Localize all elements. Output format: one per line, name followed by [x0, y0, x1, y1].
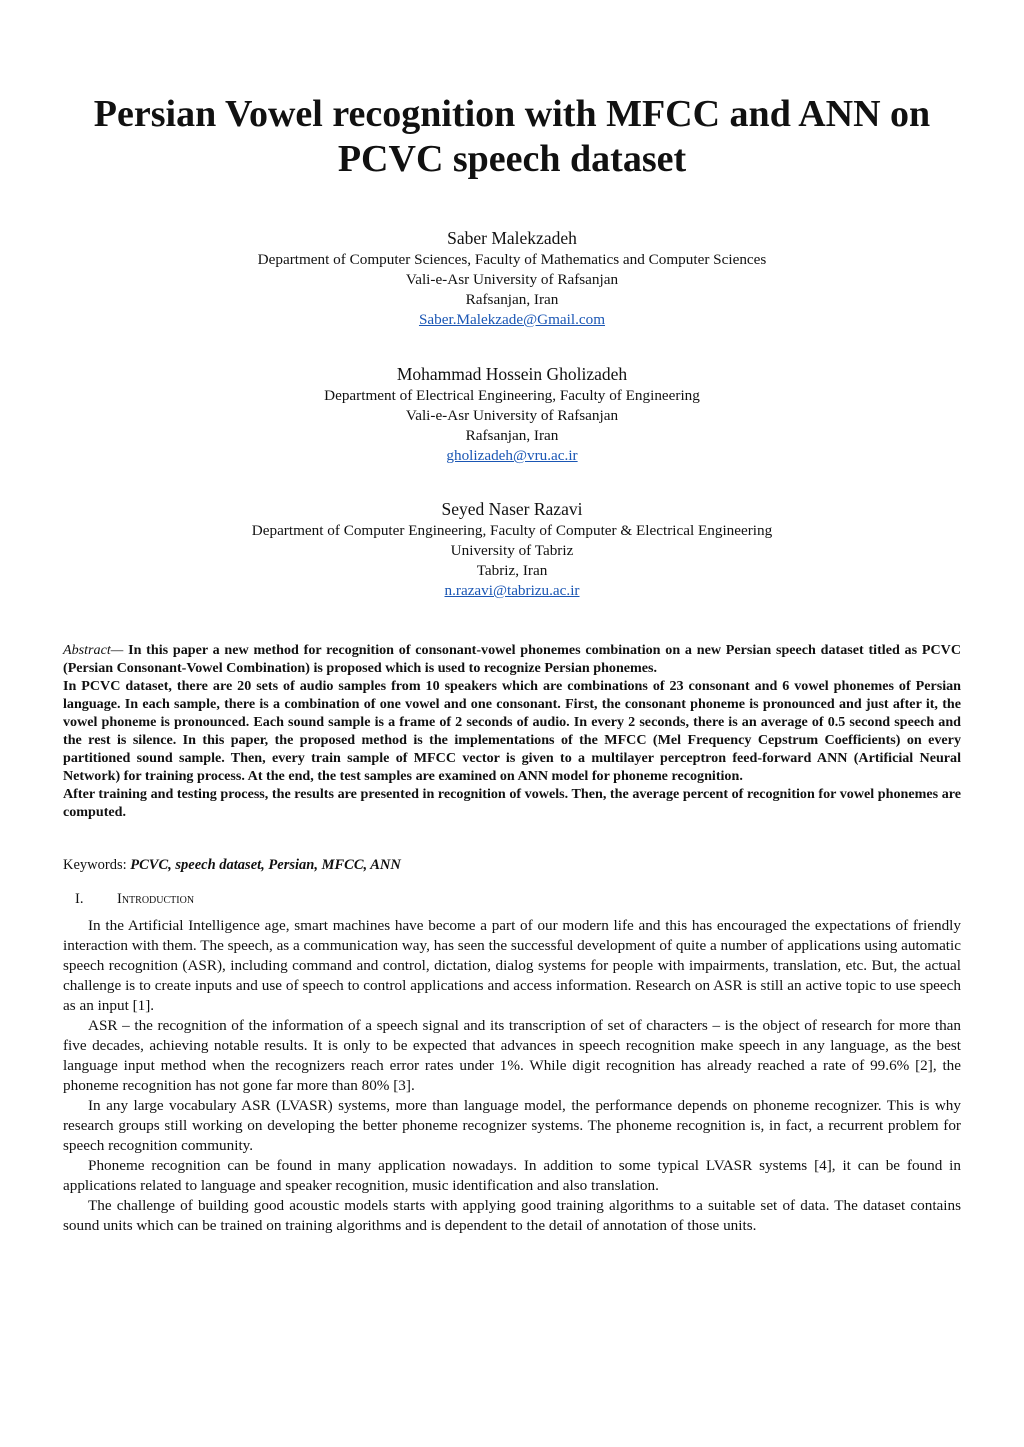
introduction-body [63, 916, 961, 1236]
abstract [63, 641, 961, 821]
keywords-value: PCVC, speech dataset, Persian, MFCC, ANN [130, 857, 401, 873]
abstract-label: Abstract— [63, 642, 124, 658]
body-paragraph: In the Artificial Intelligence age, smart machines have become a part of our modern life and this has encouraged the expectations of friendly interaction with them. The speech, as a communication way, has seen the successful development of quite a number of applications using automatic speech recognition (ASR), including command and control, dictation, dialog systems for people with impairments, translation, etc. But, the actual challenge is to create inputs and use of speech to control applications and access information. Research on ASR is still an active topic to use speech as an input [1]. [63, 917, 961, 1014]
author-university: University of Tabriz [450, 542, 574, 559]
author-department: Department of Electrical Engineering, Faculty of Engineering [324, 387, 700, 404]
abstract-text: In this paper a new method for recognition of consonant-vowel phonemes combination on a new Persian speech dataset titled as PCVC (Persian Consonant-Vowel Combination) is proposed which is used to recognize Persian phonemes. [63, 642, 961, 676]
author-location: Tabriz, Iran [476, 562, 548, 579]
body-paragraph: ASR – the recognition of the information of a speech signal and its transcription of set of characters – is the object of research for more than five decades, achieving notable results. It is only to be expected that advances in speech recognition make speech in any language, as the best language input method when the recognizers reach error rates under 1%. While digit recognition has already reached a rate of 99.6% [2], the phoneme recognition has not gone far more than 80% [3]. [63, 1017, 961, 1094]
abstract-paragraph: In PCVC dataset, there are 20 sets of audio samples from 10 speakers which are combinations of 23 consonant and 6 vowel phonemes of Persian language. In each sample, there is a combination of one vowel and one consonant. First, the consonant phoneme is pronounced and just after it, the vowel phoneme is pronounced. Each sound sample is a frame of 2 seconds of audio. In every 2 seconds, there is an average of 0.5 second speech and the rest is silence. In this paper, the proposed method is the implementations of the MFCC (Mel Frequency Cepstrum Coefficients) on every partitioned sound sample. Then, every train sample of MFCC vector is given to a multilayer perceptron feed-forward ANN (Artificial Neural Network) for training process. At the end, the test samples are examined on ANN model for phoneme recognition. [63, 678, 961, 784]
body-paragraph: Phoneme recognition can be found in many application nowadays. In addition to some typical LVASR systems [4], it can be found in applications related to language and speaker recognition, music identification and also translation. [63, 1157, 961, 1194]
body-paragraph: In any large vocabulary ASR (LVASR) systems, more than language model, the performance depends on phoneme recognizer. This is why research groups still working on developing the better phoneme recognizer systems. The phoneme recognition is, in fact, a recurrent problem for speech recognition community. [63, 1097, 961, 1154]
abstract-paragraph: After training and testing process, the results are presented in recognition of vowels. Then, the average percent of recognition for vowel phonemes are computed. [63, 786, 961, 820]
author-name: Saber Malekzadeh [447, 228, 577, 248]
abstract-paragraph [63, 641, 961, 677]
author-email-link[interactable]: gholizadeh@vru.ac.ir [446, 447, 578, 464]
paper-title: Persian Vowel recognition with MFCC and ANN on PCVC speech dataset [93, 93, 931, 180]
author-university: Vali-e-Asr University of Rafsanjan [405, 271, 619, 288]
author-block [63, 497, 961, 601]
author-location: Rafsanjan, Iran [465, 291, 559, 308]
author-block [63, 362, 961, 466]
keywords-label: Keywords: [63, 857, 127, 873]
section-heading [63, 889, 194, 909]
author-university: Vali-e-Asr University of Rafsanjan [405, 407, 619, 424]
author-department: Department of Computer Sciences, Faculty of Mathematics and Computer Sciences [257, 251, 767, 268]
author-name: Seyed Naser Razavi [441, 499, 583, 519]
author-email-link[interactable]: Saber.Malekzade@Gmail.com [418, 311, 606, 328]
section-title: Introduction [117, 891, 195, 907]
author-name: Mohammad Hossein Gholizadeh [396, 364, 628, 384]
author-email-link[interactable]: n.razavi@tabrizu.ac.ir [444, 582, 580, 599]
body-paragraph: The challenge of building good acoustic models starts with applying good training algorithms to a suitable set of data. The dataset contains sound units which can be trained on training algorithms and is dependent to the detail of annotation of those units. [63, 1197, 961, 1234]
section-number: I. [75, 891, 84, 907]
keywords [63, 856, 401, 874]
author-department: Department of Computer Engineering, Faculty of Computer & Electrical Engineering [251, 522, 773, 539]
author-location: Rafsanjan, Iran [465, 427, 559, 444]
author-block [63, 226, 961, 330]
